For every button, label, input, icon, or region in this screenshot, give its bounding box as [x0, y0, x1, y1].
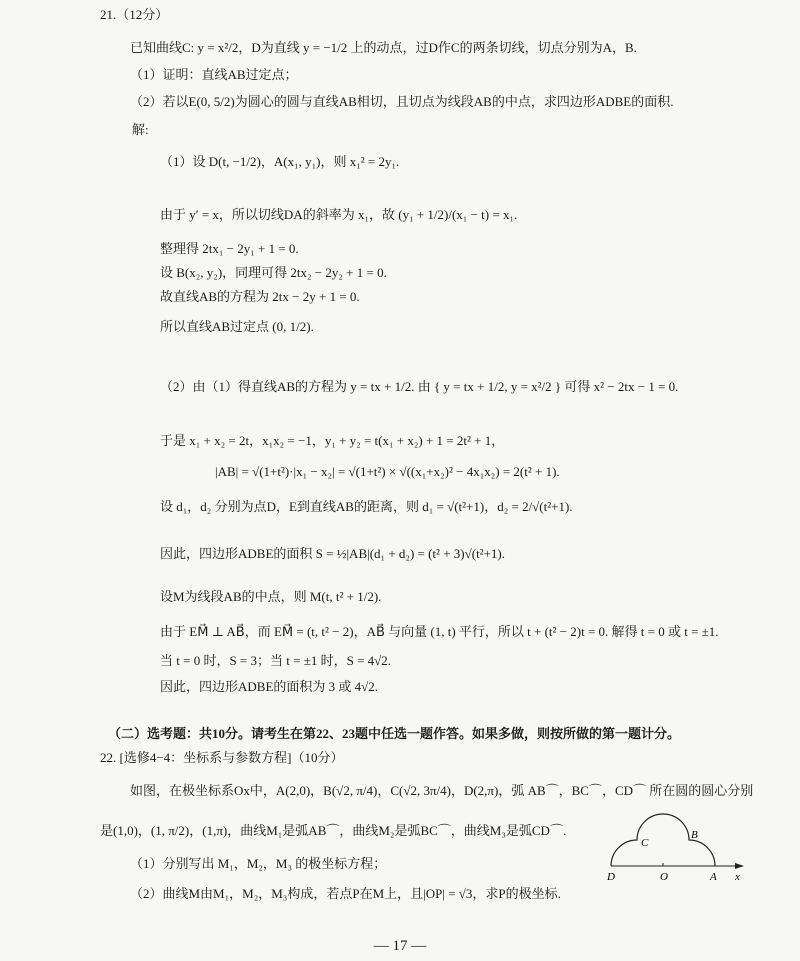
solution-line: 设M为线段AB的中点，则 M(t, t² + 1/2).: [160, 589, 382, 604]
curve-m: [611, 814, 715, 866]
solution-line: 由于 y′ = x，所以切线DA的斜率为 x₁，故 (y₁ + 1/2)/(x₁ − t) = x₁.: [160, 207, 518, 222]
label-c: C: [641, 837, 649, 849]
solution-line: 设 d₁，d₂ 分别为点D，E到直线AB的距离，则 d₁ = √(t²+1)，d₂ = 2/√(t²+1).: [160, 499, 573, 514]
solution-line: 因此，四边形ADBE的面积为 3 或 4√2.: [160, 679, 379, 694]
page-number: — 17 —: [373, 938, 427, 954]
solution-line: （1）设 D(t, −1/2)，A(x₁, y₁)，则 x₁² = 2y₁.: [160, 154, 400, 169]
solution-line: 因此，四边形ADBE的面积 S = ½|AB|(d₁ + d₂) = (t² + 3)√(t²+1).: [160, 546, 505, 561]
q21-part1: （1）证明：直线AB过定点；: [130, 67, 298, 82]
solution-line: 当 t = 0 时，S = 3；当 t = ±1 时，S = 4√2.: [160, 653, 392, 668]
solution-line: 所以直线AB过定点 (0, 1/2).: [160, 319, 314, 334]
solution-line: 整理得 2tx₁ − 2y₁ + 1 = 0.: [160, 241, 299, 256]
solution-line: 于是 x₁ + x₂ = 2t，x₁x₂ = −1，y₁ + y₂ = t(x₁ + x₂) + 1 = 2t² + 1，: [160, 433, 505, 448]
solution-line: 设 B(x₂, y₂)，同理可得 2tx₂ − 2y₂ + 1 = 0.: [160, 265, 387, 280]
polar-curve-figure: [595, 800, 755, 890]
solution-line: 故直线AB的方程为 2tx − 2y + 1 = 0.: [160, 289, 360, 304]
q21-stem: 已知曲线C: y = x²/2，D为直线 y = −1/2 上的动点，过D作C的两条切线，切点分别为A，B.: [130, 40, 637, 55]
axis-arrow-icon: [735, 863, 744, 869]
q22-stem: 如图，在极坐标系Ox中，A(2,0)，B(√2, π/4)，C(√2, 3π/4)，D(2,π)，弧 AB⌒，BC⌒，CD⌒ 所在圆的圆心分别: [130, 783, 754, 798]
label-d: D: [607, 871, 615, 883]
solution-line: （2）由（1）得直线AB的方程为 y = tx + 1/2. 由 { y = tx + 1/2, y = x²/2 } 可得 x² − 2tx − 1 = 0.: [160, 379, 679, 394]
q21-header: 21.（12分）: [100, 7, 169, 22]
label-o: O: [660, 871, 668, 883]
q22-part2: （2）曲线M由M₁，M₂，M₃构成，若点P在M上，且|OP| = √3，求P的极坐标.: [130, 886, 561, 901]
label-b: B: [691, 829, 698, 841]
q22-part1: （1）分别写出 M₁，M₂，M₃ 的极坐标方程；: [130, 856, 387, 871]
q22-header: 22. [选修4−4：坐标系与参数方程]（10分）: [100, 750, 344, 765]
section-heading: （二）选考题：共10分。请考生在第22、23题中任选一题作答。如果多做，则按所做的第一题计分。: [108, 726, 681, 741]
q22-stem-cont: 是(1,0)，(1, π/2)，(1,π)，曲线M₁是弧AB⌒，曲线M₂是弧BC⌒，曲线M₃是弧CD⌒.: [100, 823, 567, 838]
label-x: x: [735, 871, 740, 883]
solution-line: 由于 EM⃗ ⊥ AB⃗，而 EM⃗ = (t, t² − 2)，AB⃗ 与向量 (1, t) 平行，所以 t + (t² − 2)t = 0. 解得 t = 0 或 t = ±1.: [160, 624, 719, 639]
solution-label: 解:: [132, 122, 149, 137]
label-a: A: [710, 871, 717, 883]
q21-part2: （2）若以E(0, 5/2)为圆心的圆与直线AB相切，且切点为线段AB的中点，求四边形ADBE的面积.: [130, 94, 674, 109]
solution-line: |AB| = √(1+t²)·|x₁ − x₂| = √(1+t²) × √((x₁+x₂)² − 4x₁x₂) = 2(t² + 1).: [215, 464, 560, 479]
